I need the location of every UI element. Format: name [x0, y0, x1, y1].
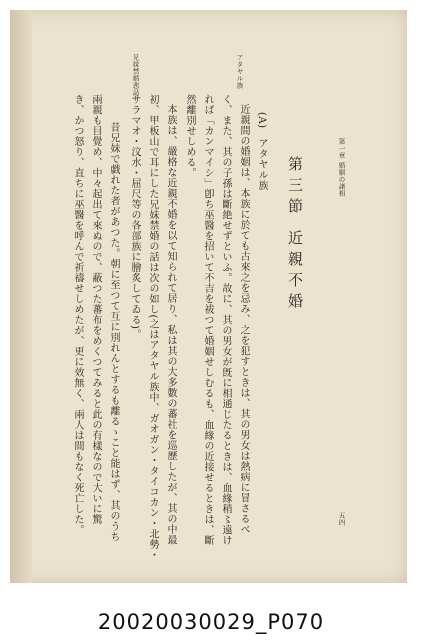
body-column: 昔兄妹で戯れた者があつた。朝に至つて互に別れんとするも離るゝこと能はず、其のうち: [108, 122, 119, 542]
image-label: 20020030029_P070: [97, 610, 325, 634]
body-column: 初、甲板山で耳にした兄妹禁婚の話は次の如し(之はアタヤル族中、ガオガン・タイコカン・北勢・: [147, 94, 158, 561]
page-number: 五四: [337, 512, 346, 526]
body-column: 然離別せしめる。: [184, 94, 195, 178]
body-column: れば「カンマイシ」卽ち巫醫を招いて不吉を祓つて婚姻せしむるも、血緣の近接せるときは、斷: [202, 94, 213, 546]
body-column: 本族は、嚴格な近親不婚を以て知られて居り、私は其の大多數の蕃社を巡歷したが、其の中最: [165, 104, 176, 545]
section-title: 第三節 近親不婚: [286, 156, 304, 314]
book-gutter: [10, 10, 32, 583]
body-column: 近親間の婚姻は、本族に於ても古來之を忌み、之を犯すときは、其の男女は熱病に冒さるべ: [238, 104, 249, 535]
margin-note-atayal: アタヤル族: [235, 54, 244, 89]
body-column: く、また、其の子孫は斷絶せずといふ。故に、其の男女が旣に相通じたるときは、血緣稍〻遠け: [220, 94, 231, 546]
margin-note-sibling-taboo: 兄妹禁婚悲話: [131, 54, 140, 96]
running-header: 第一章 婚姻の諸相: [337, 138, 346, 197]
body-column: サラマオ・汶水・屈尺等の各部族に膾炙してゐる)。: [129, 94, 140, 340]
book-page: [10, 10, 407, 583]
subsection-title: アタヤル族: [256, 138, 267, 191]
body-column: 兩親も目覺め、中々起出て來ぬので、蔽つた蕃布をめくつてみると此の有樣なので大いに驚: [90, 94, 101, 525]
body-column: き、かつ怒り、直ちに巫醫を呼んで祈禱せしめたが、更に效無く、兩人は間もなく死亡した。: [72, 94, 83, 535]
subsection-marker: (A): [256, 112, 267, 129]
